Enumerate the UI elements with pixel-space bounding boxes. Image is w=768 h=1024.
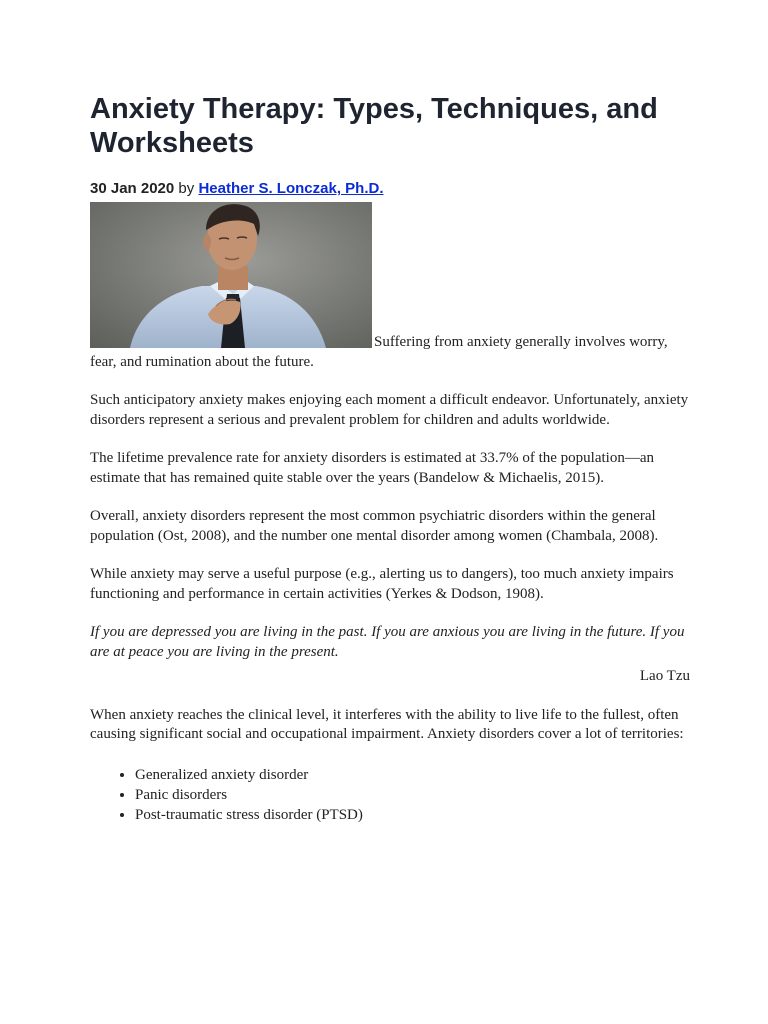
author-link[interactable]: Heather S. Lonczak, Ph.D. [198, 180, 384, 197]
paragraph: Overall, anxiety disorders represent the most common psychiatric disorders within the general population (Ost, 2008), and the number one mental disorder among women (Chambala, 2008). [90, 508, 659, 544]
list-item: • Panic disorders [135, 785, 690, 805]
lead-block [90, 202, 690, 372]
article-title: Anxiety Therapy: Types, Techniques, and Worksheets [90, 93, 658, 159]
article [90, 92, 690, 825]
quote: If you are depressed you are living in the past. If you are anxious you are living in the future. If you are at peace you are living in the present. [90, 624, 685, 660]
intro-text: Suffering from anxiety generally involves worry, fear, and rumination about the future. [90, 334, 668, 370]
list-item: • Generalized anxiety disorder [135, 765, 690, 785]
paragraph: The lifetime prevalence rate for anxiety disorders is estimated at 33.7% of the population—an estimate that has remained quite stable over the years (Bandelow & Michaelis, 2015). [90, 450, 654, 486]
publish-date: 30 Jan 2020 [90, 180, 175, 197]
paragraph: While anxiety may serve a useful purpose (e.g., alerting us to dangers), too much anxiety impairs functioning and performance in certain activities (Yerkes & Dodson, 1908). [90, 566, 674, 602]
byline-by: by [178, 180, 195, 197]
paragraph: When anxiety reaches the clinical level, it interferes with the ability to live life to the fullest, often causing significant social and occupational impairment. Anxiety disorders cover a lot of territories: [90, 706, 684, 742]
byline [90, 180, 690, 198]
list-item: • Post-traumatic stress disorder (PTSD) [135, 805, 690, 825]
paragraph: Such anticipatory anxiety makes enjoying each moment a difficult endeavor. Unfortunately, anxiety disorders represent a serious and prevalent problem for children and adults worldwide. [90, 392, 689, 428]
article-photo [90, 202, 372, 348]
quote-attribution: Lao Tzu [639, 668, 690, 684]
disorder-list [90, 765, 690, 825]
